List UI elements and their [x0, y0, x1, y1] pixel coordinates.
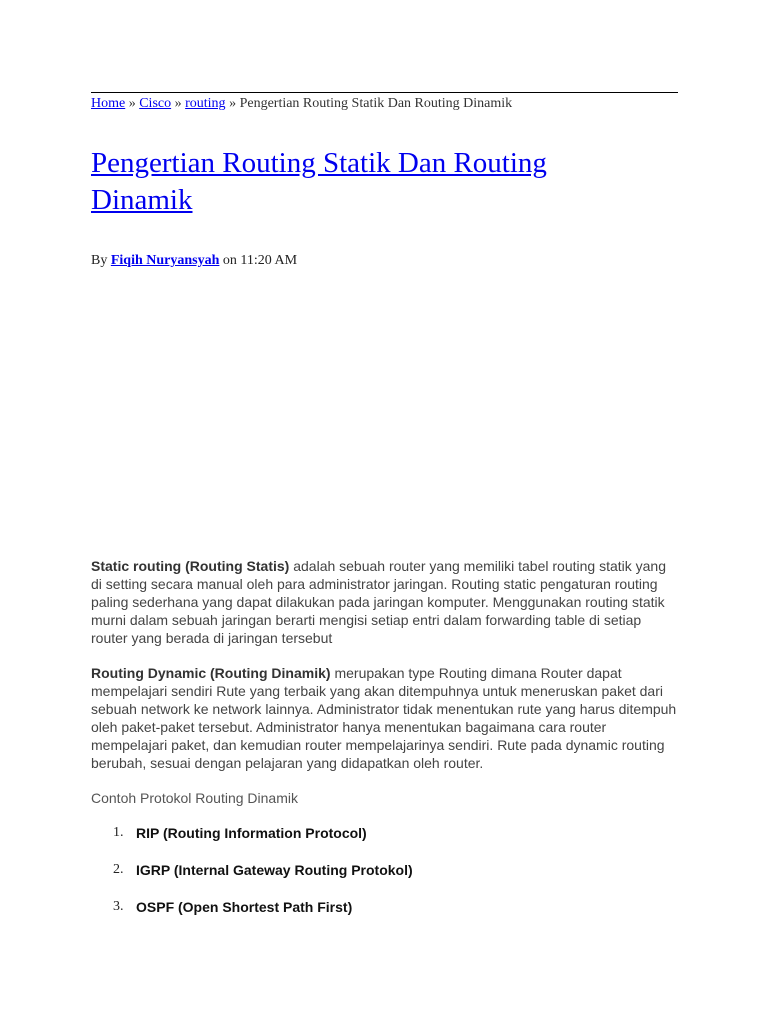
protocol-list [91, 824, 678, 916]
dynamic-routing-paragraph [91, 664, 678, 772]
author-link[interactable]: Fiqih Nuryansyah [110, 253, 220, 268]
list-number: 1. [113, 825, 124, 840]
post-time: on 11:20 AM [222, 253, 298, 268]
protocol-label: OSPF (Open Shortest Path First) [136, 899, 353, 915]
breadcrumb-separator: » [128, 96, 136, 111]
list-item [91, 824, 678, 842]
list-number: 2. [113, 862, 124, 877]
list-number: 3. [113, 899, 124, 914]
dynamic-routing-term: Routing Dynamic (Routing Dinamik) [91, 665, 331, 681]
static-routing-paragraph [91, 557, 678, 647]
breadcrumb-current: Pengertian Routing Statik Dan Routing Dinamik [239, 96, 513, 111]
byline [91, 252, 297, 270]
list-item [91, 898, 678, 916]
breadcrumb-separator: » [174, 96, 182, 111]
dynamic-routing-text: merupakan type Routing dimana Router dapat mempelajari sendiri Rute yang terbaik yang akan ditempuhnya untuk meneruskan paket dari sebuah network ke network lainnya. Administrator tidak menentukan rute yang harus ditempuh oleh paket-paket tersebut. Administrator hanya menentukan bagaimana cara router mempelajari paket, dan kemudian router mempelajarinya sendiri. Rute pada dynamic routing berubah, sesuai dengan pelajaran yang didapatkan oleh router. [91, 665, 677, 771]
list-item [91, 861, 678, 879]
protocol-label: RIP (Routing Information Protocol) [136, 825, 367, 841]
breadcrumb-separator: » [229, 96, 237, 111]
breadcrumb-routing-link[interactable]: routing [185, 96, 226, 111]
static-routing-text: adalah sebuah router yang memiliki tabel routing statik yang di setting secara manual oleh para administrator jaringan. Routing static pengaturan routing paling sederhana yang dapat dilakukan pada jaringan komputer. Menggunakan routing statik murni dalam sebuah jaringan berarti mengisi setiap entri dalam forwarding table di setiap router yang berada di jaringan tersebut [91, 558, 666, 646]
protocol-label: IGRP (Internal Gateway Routing Protokol) [136, 862, 413, 878]
byline-prefix: By [91, 253, 108, 268]
breadcrumb [91, 95, 512, 112]
article-title-link[interactable]: Pengertian Routing Statik Dan Routing Dinamik [91, 147, 547, 216]
examples-heading: Contoh Protokol Routing Dinamik [91, 790, 298, 806]
page-title [91, 145, 651, 219]
article-body [91, 557, 678, 935]
breadcrumb-home-link[interactable]: Home [91, 96, 126, 111]
breadcrumb-cisco-link[interactable]: Cisco [139, 96, 172, 111]
static-routing-term: Static routing (Routing Statis) [91, 558, 290, 574]
top-divider [91, 92, 678, 93]
